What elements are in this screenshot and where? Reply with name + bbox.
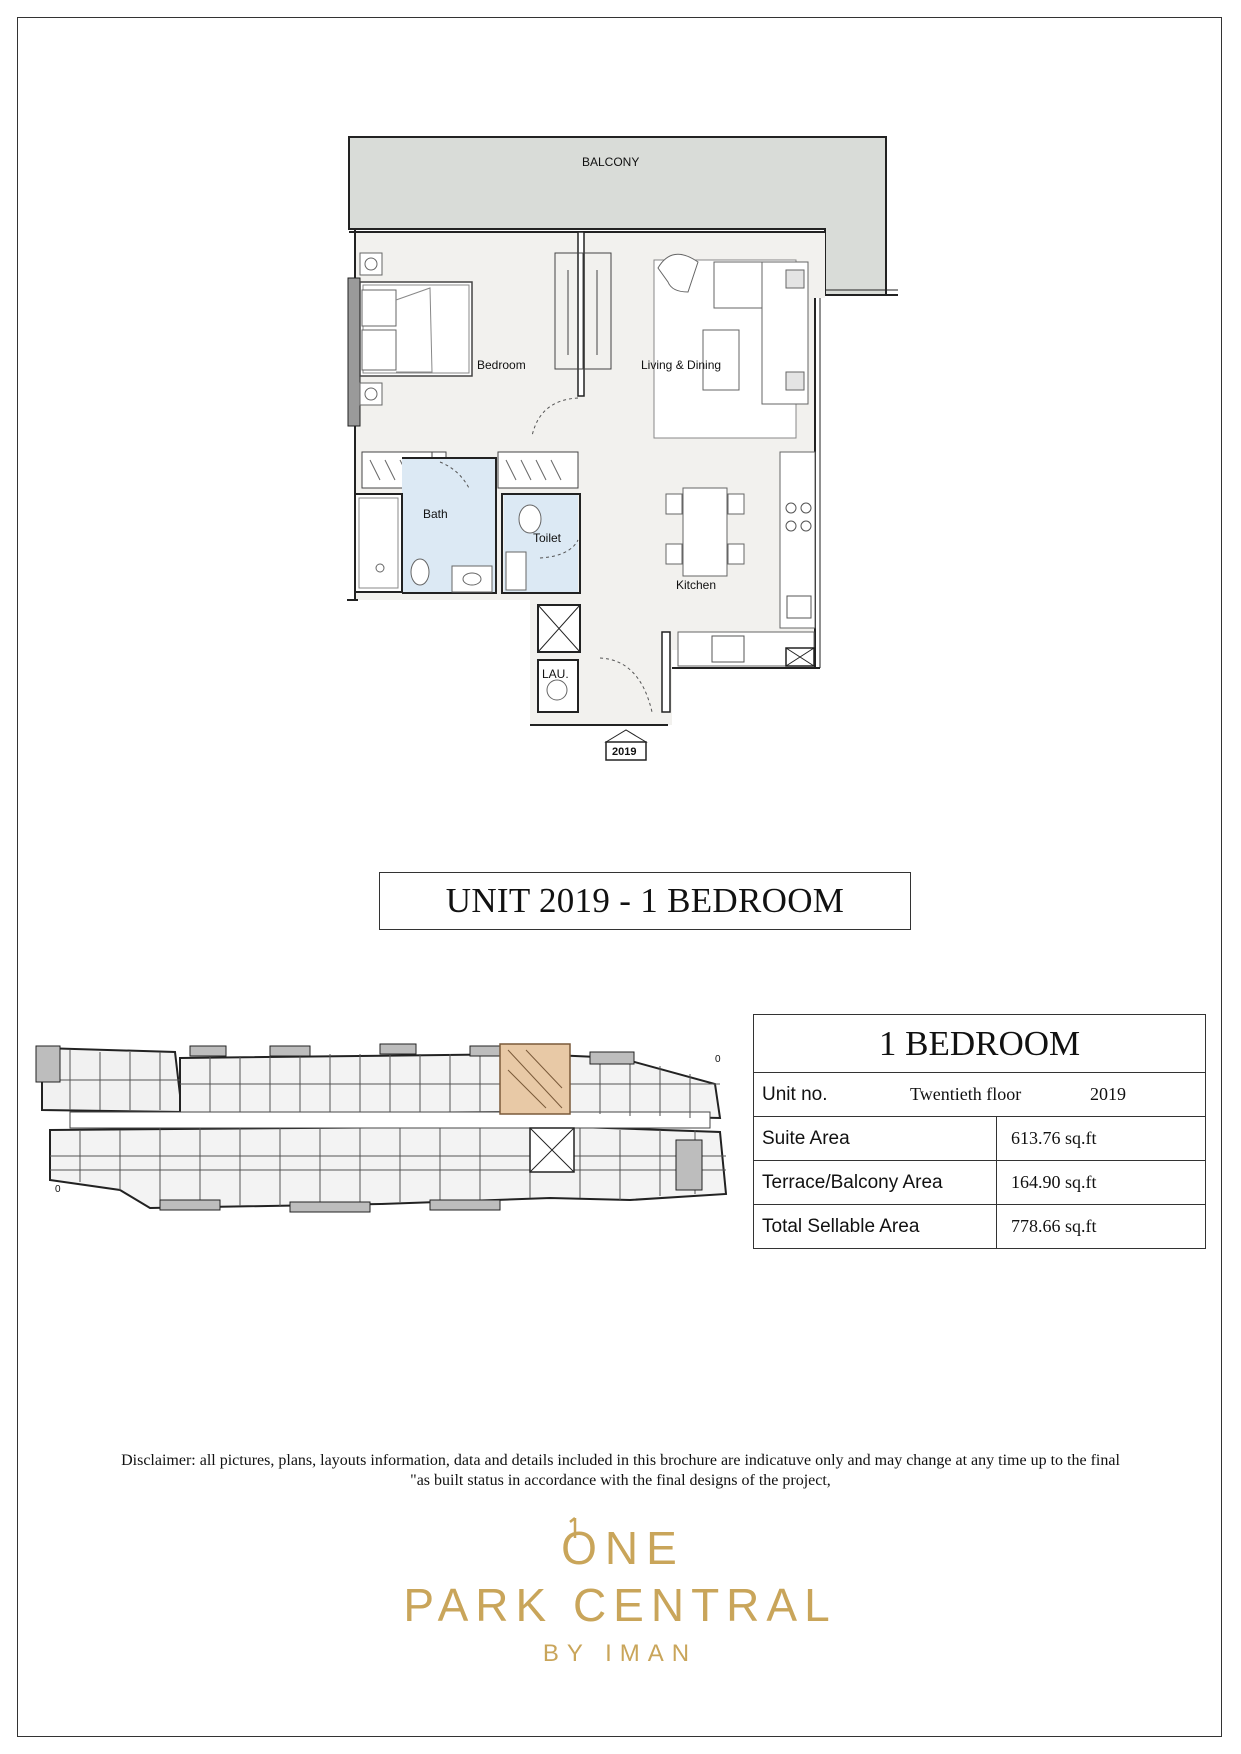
key-icon — [560, 1514, 590, 1544]
laundry-label: LAU. — [542, 667, 569, 681]
table-row — [754, 1161, 1206, 1205]
table-heading: 1 BEDROOM — [754, 1015, 1206, 1073]
unit-number-row — [754, 1073, 1206, 1117]
unit-info-table — [753, 1014, 1206, 1249]
disclaimer — [40, 1451, 1201, 1491]
balcony-area-value: 164.90 sq.ft — [997, 1161, 1206, 1205]
balcony-area-label: Terrace/Balcony Area — [754, 1161, 997, 1205]
unit-no-label: Unit no. — [762, 1083, 828, 1105]
key-plan-mark-left: 0 — [55, 1184, 61, 1195]
toilet-label: Toilet — [533, 531, 562, 545]
living-dining-label: Living & Dining — [641, 358, 722, 372]
kitchen-label: Kitchen — [676, 578, 717, 592]
floor-key-plan — [30, 1040, 730, 1220]
suite-area-value: 613.76 sq.ft — [997, 1117, 1206, 1161]
disclaimer-line-1: Disclaimer: all pictures, plans, layouts information, data and details included in this brochure are indicatuve only and may change at any time up to the final — [121, 1452, 1120, 1469]
balcony-label: BALCONY — [582, 155, 640, 169]
entry-unit-tag: 2019 — [612, 746, 637, 758]
bath-label: Bath — [423, 507, 448, 521]
unit-title: UNIT 2019 - 1 BEDROOM — [379, 872, 911, 930]
logo-line-2: PARK CENTRAL — [403, 1579, 837, 1631]
bedroom-label: Bedroom — [477, 358, 526, 372]
table-row — [754, 1205, 1206, 1249]
suite-area-label: Suite Area — [754, 1117, 997, 1161]
brand-logo — [360, 1520, 880, 1674]
total-area-label: Total Sellable Area — [754, 1205, 997, 1249]
unit-number-value: 2019 — [1090, 1084, 1126, 1104]
key-plan-mark-right: 0 — [715, 1054, 721, 1065]
total-area-value: 778.66 sq.ft — [997, 1205, 1206, 1249]
logo-line-3: BY IMAN — [542, 1640, 698, 1667]
logo-line-1: ONE — [561, 1522, 685, 1574]
floor-value: Twentieth floor — [910, 1084, 1022, 1104]
disclaimer-line-2: "as built status in accordance with the final designs of the project, — [410, 1472, 831, 1489]
unit-floor-plan — [0, 0, 1241, 800]
table-row — [754, 1117, 1206, 1161]
